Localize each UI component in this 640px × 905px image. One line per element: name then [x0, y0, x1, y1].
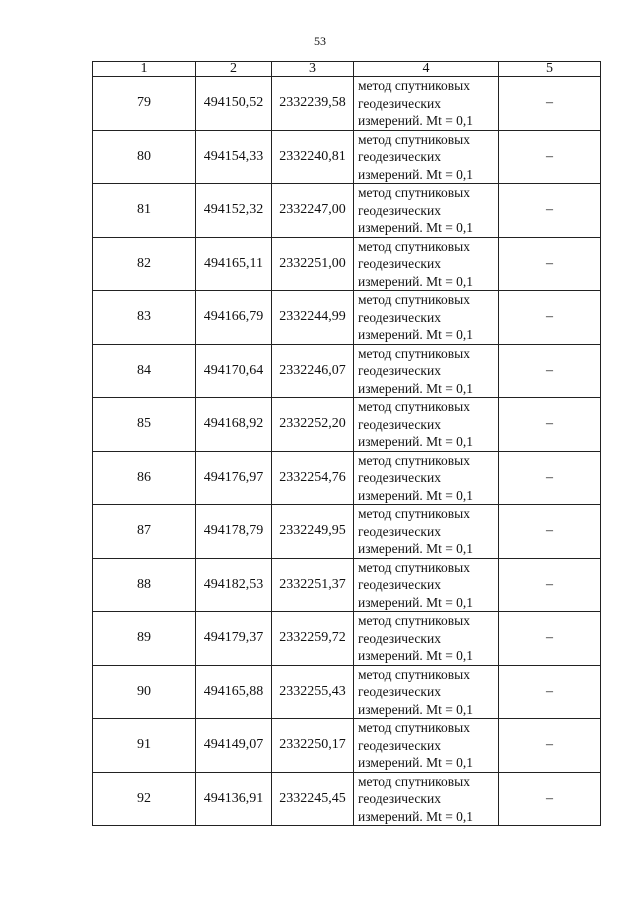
method-text-line: метод спутниковых [358, 559, 470, 575]
table-row [93, 612, 601, 666]
method-text-line: измерений. Mt = 0,1 [358, 380, 474, 396]
method-text-line: метод спутниковых [358, 131, 470, 147]
method-text-line: геодезических [358, 791, 441, 806]
method-text-line: геодезических [358, 470, 441, 485]
method-text-line: измерений. Mt = 0,1 [358, 808, 474, 824]
method-text-line: геодезических [358, 737, 441, 753]
method-text-line: измерений. Mt = 0,1 [358, 648, 474, 663]
y-coordinate-cell: 2332244,99 [272, 291, 354, 345]
table-row [93, 77, 601, 131]
point-number-cell: 81 [93, 184, 196, 238]
header-row [93, 62, 601, 77]
table-row [93, 237, 601, 291]
header-cell-1: 1 [93, 62, 196, 77]
header-cell-4: 4 [354, 62, 499, 77]
table-row [93, 558, 601, 612]
point-number-cell: 87 [93, 505, 196, 559]
point-number-cell: 91 [93, 719, 196, 773]
method-text-line: геодезических [358, 95, 441, 111]
method-text-line: измерений. Mt = 0,1 [358, 755, 474, 770]
note-cell: – [499, 130, 601, 184]
header-cell-5: 5 [499, 62, 601, 77]
header-cell-3: 3 [272, 62, 354, 77]
point-number-cell: 79 [93, 77, 196, 131]
header-cell-2: 2 [196, 62, 272, 77]
method-text-line: геодезических [358, 309, 441, 325]
y-coordinate-cell: 2332249,95 [272, 505, 354, 559]
method-text-line: измерений. Mt = 0,1 [358, 220, 474, 235]
table-row [93, 398, 601, 452]
point-number-cell: 84 [93, 344, 196, 398]
note-cell: – [499, 237, 601, 291]
method-text-line: метод спутниковых [358, 238, 470, 254]
table-row [93, 665, 601, 719]
y-coordinate-cell: 2332251,00 [272, 237, 354, 291]
method-text-line: метод спутниковых [358, 720, 470, 735]
table-row [93, 184, 601, 238]
method-text-line: измерений. Mt = 0,1 [358, 594, 474, 610]
method-text-line: геодезических [358, 630, 441, 646]
method-text-line: измерений. Mt = 0,1 [358, 273, 474, 289]
method-text-line: геодезических [358, 363, 441, 378]
method-text-line: измерений. Mt = 0,1 [358, 701, 474, 717]
note-cell: – [499, 719, 601, 773]
x-coordinate-cell: 494182,53 [196, 558, 272, 612]
method-text-line: метод спутниковых [358, 185, 470, 200]
method-cell [354, 451, 499, 505]
method-cell [354, 344, 499, 398]
method-text-line: геодезических [358, 416, 441, 432]
note-cell: – [499, 772, 601, 826]
method-text-line: метод спутниковых [358, 773, 470, 789]
method-cell [354, 130, 499, 184]
point-number-cell: 88 [93, 558, 196, 612]
table-row [93, 130, 601, 184]
x-coordinate-cell: 494176,97 [196, 451, 272, 505]
method-text-line: геодезических [358, 684, 441, 699]
table-row [93, 344, 601, 398]
coordinates-table [92, 61, 601, 826]
table-row [93, 505, 601, 559]
method-text-line: геодезических [358, 577, 441, 592]
method-text-line: метод спутниковых [358, 613, 470, 628]
method-text-line: метод спутниковых [358, 78, 470, 93]
method-text-line: геодезических [358, 523, 441, 539]
method-text-line: измерений. Mt = 0,1 [358, 487, 474, 503]
point-number-cell: 90 [93, 665, 196, 719]
y-coordinate-cell: 2332259,72 [272, 612, 354, 666]
point-number-cell: 86 [93, 451, 196, 505]
point-number-cell: 85 [93, 398, 196, 452]
x-coordinate-cell: 494178,79 [196, 505, 272, 559]
table-row [93, 451, 601, 505]
method-cell [354, 291, 499, 345]
method-text-line: геодезических [358, 202, 441, 218]
y-coordinate-cell: 2332255,43 [272, 665, 354, 719]
x-coordinate-cell: 494154,33 [196, 130, 272, 184]
y-coordinate-cell: 2332254,76 [272, 451, 354, 505]
x-coordinate-cell: 494166,79 [196, 291, 272, 345]
method-cell [354, 665, 499, 719]
method-text-line: измерений. Mt = 0,1 [358, 541, 474, 556]
method-text-line: метод спутниковых [358, 292, 470, 307]
note-cell: – [499, 612, 601, 666]
method-text-line: геодезических [358, 256, 441, 271]
y-coordinate-cell: 2332239,58 [272, 77, 354, 131]
method-cell [354, 398, 499, 452]
y-coordinate-cell: 2332240,81 [272, 130, 354, 184]
table-row [93, 772, 601, 826]
note-cell: – [499, 398, 601, 452]
method-cell [354, 772, 499, 826]
point-number-cell: 83 [93, 291, 196, 345]
method-text-line: метод спутниковых [358, 666, 470, 682]
point-number-cell: 80 [93, 130, 196, 184]
x-coordinate-cell: 494150,52 [196, 77, 272, 131]
method-text-line: измерений. Mt = 0,1 [358, 166, 474, 182]
point-number-cell: 89 [93, 612, 196, 666]
y-coordinate-cell: 2332245,45 [272, 772, 354, 826]
x-coordinate-cell: 494165,88 [196, 665, 272, 719]
y-coordinate-cell: 2332250,17 [272, 719, 354, 773]
method-text-line: метод спутниковых [358, 506, 470, 521]
note-cell: – [499, 291, 601, 345]
x-coordinate-cell: 494152,32 [196, 184, 272, 238]
note-cell: – [499, 451, 601, 505]
y-coordinate-cell: 2332251,37 [272, 558, 354, 612]
method-text-line: измерений. Mt = 0,1 [358, 327, 474, 342]
method-cell [354, 719, 499, 773]
note-cell: – [499, 344, 601, 398]
x-coordinate-cell: 494168,92 [196, 398, 272, 452]
x-coordinate-cell: 494179,37 [196, 612, 272, 666]
point-number-cell: 92 [93, 772, 196, 826]
y-coordinate-cell: 2332252,20 [272, 398, 354, 452]
note-cell: – [499, 558, 601, 612]
method-text-line: метод спутниковых [358, 399, 470, 414]
method-cell [354, 184, 499, 238]
x-coordinate-cell: 494165,11 [196, 237, 272, 291]
method-text-line: метод спутниковых [358, 345, 470, 361]
x-coordinate-cell: 494149,07 [196, 719, 272, 773]
method-cell [354, 612, 499, 666]
method-cell [354, 237, 499, 291]
page-number: 53 [314, 34, 326, 48]
method-cell [354, 505, 499, 559]
method-text-line: метод спутниковых [358, 452, 470, 468]
method-cell [354, 77, 499, 131]
y-coordinate-cell: 2332247,00 [272, 184, 354, 238]
table-row [93, 719, 601, 773]
method-cell [354, 558, 499, 612]
table-body [93, 77, 601, 826]
note-cell: – [499, 77, 601, 131]
table-row [93, 291, 601, 345]
method-text-line: измерений. Mt = 0,1 [358, 113, 474, 128]
x-coordinate-cell: 494136,91 [196, 772, 272, 826]
method-text-line: измерений. Mt = 0,1 [358, 434, 474, 449]
method-text-line: геодезических [358, 149, 441, 164]
note-cell: – [499, 505, 601, 559]
y-coordinate-cell: 2332246,07 [272, 344, 354, 398]
note-cell: – [499, 665, 601, 719]
note-cell: – [499, 184, 601, 238]
x-coordinate-cell: 494170,64 [196, 344, 272, 398]
point-number-cell: 82 [93, 237, 196, 291]
